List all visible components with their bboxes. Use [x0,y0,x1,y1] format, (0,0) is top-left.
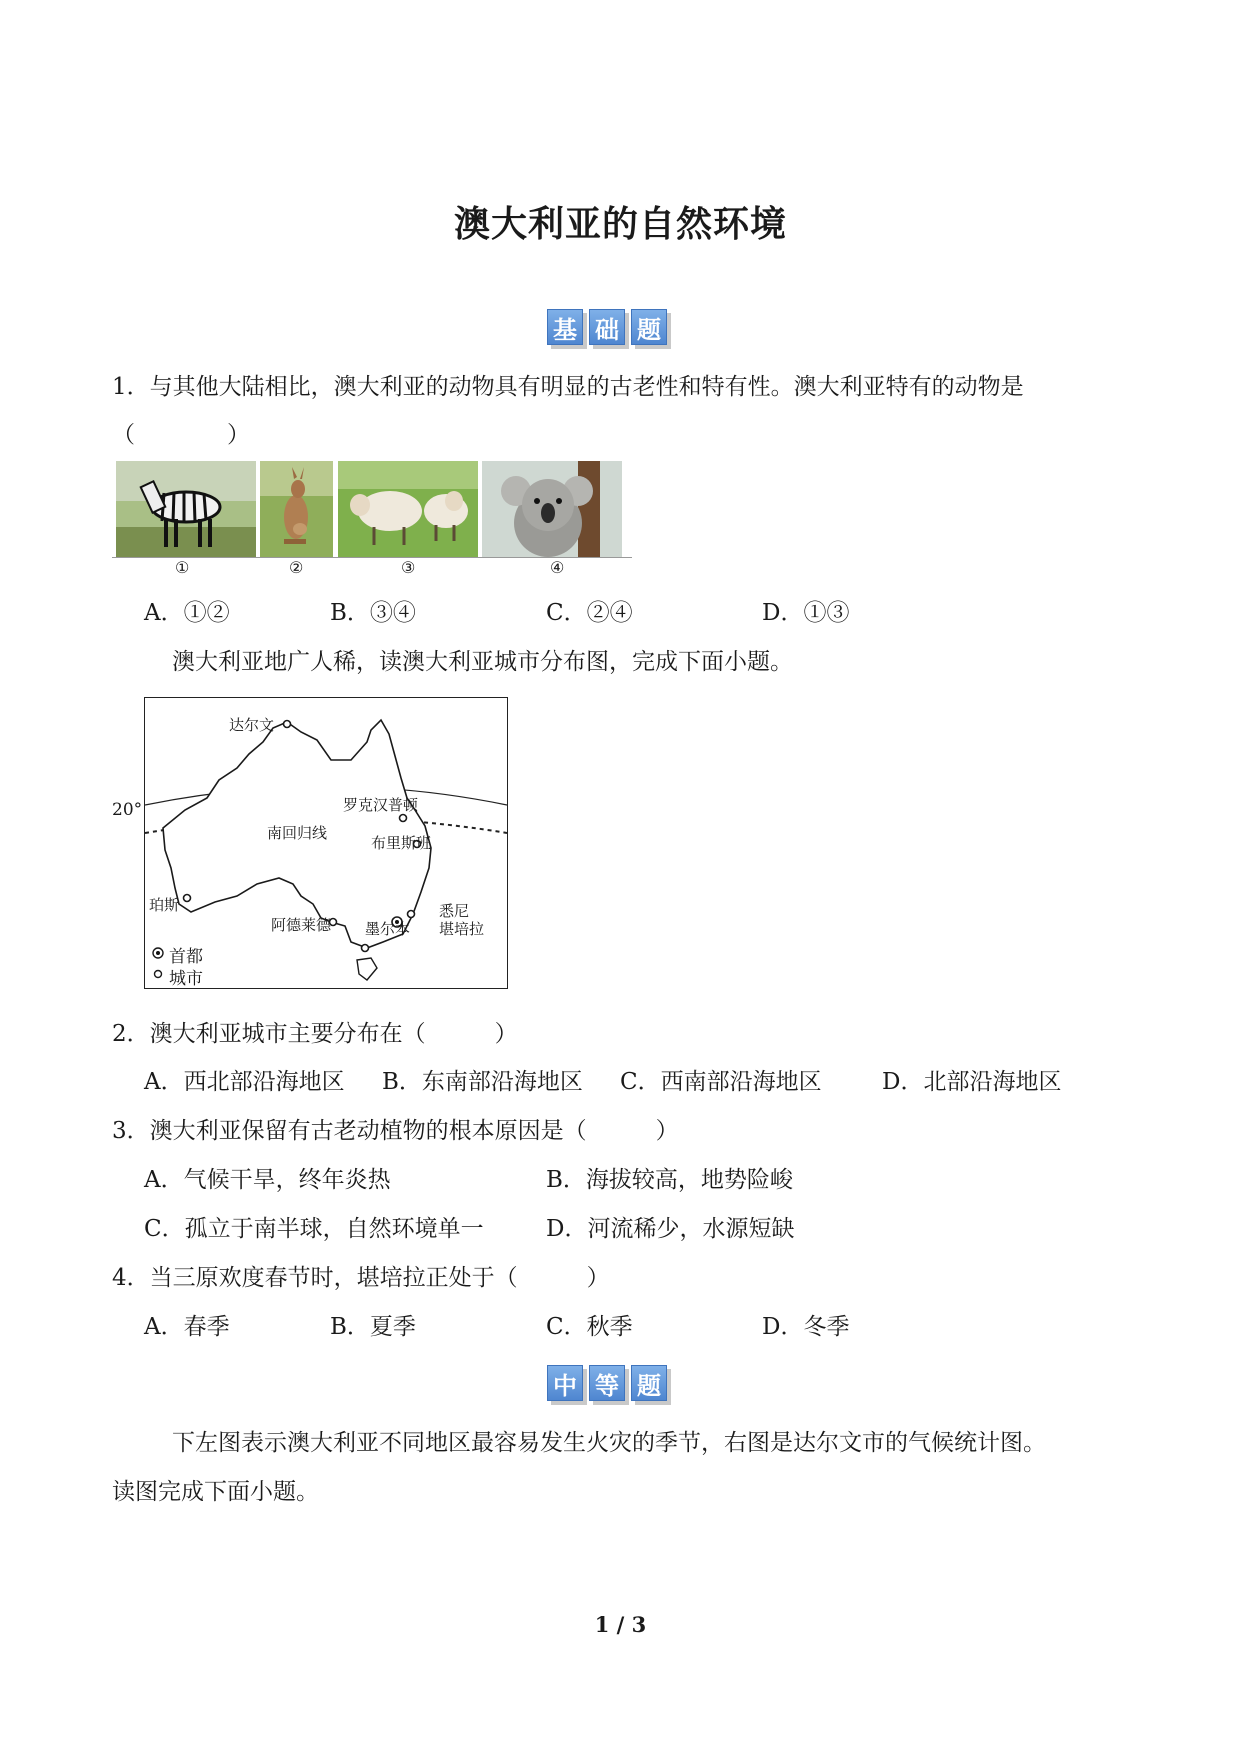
city-label-melbourne: 墨尔本 [365,920,411,938]
kangaroo-image [260,461,333,557]
zebra-image [116,461,256,557]
sheep-image [338,461,478,557]
q1-option-b: B．③④ [330,600,416,626]
q1-option-a: A．①② [144,600,230,626]
q3-option-c: C．孤立于南半球，自然环境单一 [144,1216,484,1242]
q2-option-a: A．西北部沿海地区 [144,1069,345,1095]
legend-capital: 首都 [169,947,203,967]
q1-option-d: D．①③ [762,600,850,626]
q3-option-b: B．海拔较高，地势险峻 [546,1167,793,1193]
section-medium-char-3: 题 [631,1365,667,1401]
photo-label-3: ③ [401,558,416,577]
city-label-adelaide: 阿德莱德 [271,916,332,934]
q4-option-b: B．夏季 [330,1314,416,1340]
city-label-sydney: 悉尼 [439,902,470,920]
city-label-rockhampton: 罗克汉普顿 [343,796,419,814]
q2-option-c: C．西南部沿海地区 [620,1069,822,1095]
map-intro: 澳大利亚地广人稀，读澳大利亚城市分布图，完成下面小题。 [172,649,793,675]
city-label-darwin: 达尔文 [229,716,275,734]
fire-intro-line-1: 下左图表示澳大利亚不同地区最容易发生火灾的季节，右图是达尔文市的气候统计图。 [172,1430,1046,1456]
photo-label-4: ④ [550,558,565,577]
section-medium-char-2: 等 [589,1365,625,1401]
q3-option-d: D．河流稀少，水源短缺 [546,1216,795,1242]
australia-city-map [144,697,508,989]
section-basic-char-1: 基 [547,309,583,345]
photo-label-1: ① [175,558,190,577]
section-basic [547,309,667,345]
city-label-canberra: 堪培拉 [439,920,485,938]
q4-option-d: D．冬季 [762,1314,850,1340]
section-medium-char-1: 中 [547,1365,583,1401]
q2-stem: 2．澳大利亚城市主要分布在（ ） [112,1021,518,1047]
photo-label-2: ② [289,558,304,577]
fire-intro-line-2: 读图完成下面小题。 [112,1479,319,1505]
q4-stem: 4．当三原欢度春节时，堪培拉正处于（ ） [112,1265,610,1291]
koala-image [482,461,622,557]
page-number: 1 / 3 [594,1612,647,1637]
q4-option-c: C．秋季 [546,1314,633,1340]
section-basic-char-3: 题 [631,309,667,345]
q3-stem: 3．澳大利亚保留有古老动植物的根本原因是（ ） [112,1118,679,1144]
tropic-label: 南回归线 [267,824,328,842]
section-medium [547,1365,667,1401]
q2-option-b: B．东南部沿海地区 [382,1069,583,1095]
legend-city: 城市 [169,969,203,989]
city-label-perth: 珀斯 [149,896,180,914]
page-title: 澳大利亚的自然环境 [453,204,787,245]
q1-option-c: C．②④ [546,600,633,626]
section-basic-char-2: 础 [589,309,625,345]
q1-paren: （ ） [112,422,250,448]
q1-stem: 1．与其他大陆相比，澳大利亚的动物具有明显的古老性和特有性。澳大利亚特有的动物是 [112,374,1024,400]
lat-20-label: 20° [112,800,143,820]
q3-option-a: A．气候干旱，终年炎热 [144,1167,391,1193]
q4-option-a: A．春季 [144,1314,230,1340]
q2-option-d: D．北部沿海地区 [882,1069,1062,1095]
city-label-brisbane: 布里斯班 [371,834,432,852]
